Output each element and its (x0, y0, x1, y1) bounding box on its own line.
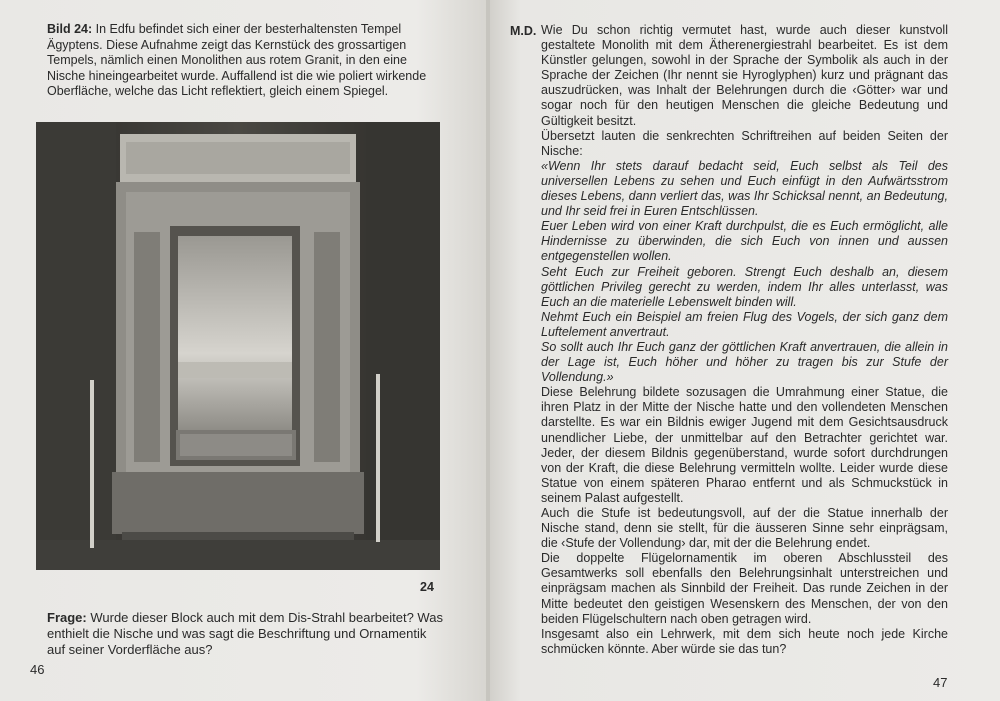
caption-text: In Edfu befindet sich einer der besterhaltensten Tempel Ägyptens. Diese Aufnahme zeigt das Kernstück des grossartigen Tempels, nämlich einen Monolithen aus rotem Granit, in den eine Nische hineingearbeitet wurde. Auffallend ist die wie poliert wirkende Oberfläche, welche das Licht reflektiert, gleich einem Spiegel. (47, 22, 427, 98)
temple-niche-photo (36, 122, 440, 570)
paragraph: Die doppelte Flügelornamentik im oberen Abschlussteil des Gesamtwerks soll ebenfalls den Belehrungsinhalt unterstreichen und einprägsam machen als Sinnbild der Freiheit. Das runde Zeichen in der Mitte bedeutet den geistigen Wesenskern des Menschen, der von den beiden Flügelschultern nach oben getragen wird. (541, 551, 948, 626)
paragraph-quote: So sollt auch Ihr Euch ganz der göttlichen Kraft anvertrauen, die allein in der Lage ist, Euch höher und höher zu tragen bis zur Stufe der Vollendung.» (541, 339, 948, 385)
speaker-label: M.D. (510, 24, 537, 38)
paragraph: Auch die Stufe ist bedeutungsvoll, auf der die Statue innerhalb der Nische stand, denn sie stellt, für die äusseren Sinne sehr einprägsam, die ‹Stufe der Vollendung› dar, mit der die Belehrung endet. (541, 506, 948, 551)
paragraph-quote: Nehmt Euch ein Beispiel am freien Flug des Vogels, der sich ganz dem Luftelement anvertraut. (541, 309, 948, 339)
answer-text (541, 23, 948, 657)
left-page (0, 0, 490, 701)
paragraph-quote: Seht Euch zur Freiheit geboren. Strengt Euch deshalb an, diesem göttlichen Privileg gerecht zu werden, indem Ihr alles unterlasst, was Euch an die materielle Lebenswelt binden will. (541, 264, 948, 309)
question-block (47, 610, 445, 658)
page-number-right: 47 (933, 675, 948, 690)
paragraph-quote: Euer Leben wird von einer Kraft durchpulst, die es Euch ermöglicht, alle Hindernisse zu überwinden, die sich Euch von innen und aussen entgegenstellen wollen. (541, 219, 948, 264)
paragraph: Übersetzt lauten die senkrechten Schriftreihen auf beiden Seiten der Nische: (541, 128, 948, 158)
paragraph-quote: «Wenn Ihr stets darauf bedacht seid, Euch selbst als Teil des universellen Lebens zu sehen und Euch einfügt in den Aufwärtsstrom dieses Lebens, dann verliert das, was Ihr Schicksal nennt, an Bedeutung, und Ihr seid frei in Euren Entschlüssen. (541, 158, 948, 219)
paragraph: Diese Belehrung bildete sozusagen die Umrahmung einer Statue, die ihren Platz in der Mitte der Nische hatte und den vollendeten Menschen darstellte. Es war ein Bildnis ewiger Jugend mit dem Gesichtsausdruck unendlicher Liebe, der unmittelbar auf den Betrachter gerichtet war. Jeder, der diesem Bildnis gegenüberstand, wurde sofort durchdrungen von der Kraft, die diese Belehrung vermitteln wollte. Leider wurde diese Statue von einem späteren Pharao entfernt und als Schmuckstück in seinem Palast aufgestellt. (541, 385, 948, 505)
question-text: Wurde dieser Block auch mit dem Dis-Strahl bearbeitet? Was enthielt die Nische und was sagt die Beschriftung und Ornamentik auf seiner Vorderfläche aus? (47, 610, 443, 657)
caption-label: Bild 24: (47, 22, 93, 36)
question-label: Frage: (47, 610, 87, 625)
figure-caption (47, 22, 445, 100)
paragraph: Insgesamt also ein Lehrwerk, mit dem sich heute noch jede Kirche schmücken könnte. Aber würde sie das tun? (541, 626, 948, 656)
monolith-niche-image (36, 122, 440, 570)
figure-number: 24 (420, 580, 434, 594)
page-number-left: 46 (30, 662, 45, 677)
paragraph: Wie Du schon richtig vermutet hast, wurde auch dieser kunstvoll gestaltete Monolith mit dem Ätherenergiestrahl bearbeitet. Es ist dem Künstler gelungen, sowohl in der Sprache der Symbolik als auch in der Sprache der Zeichen (Ihr nennt sie Hyroglyphen) kurz und prägnant das auszudrücken, was Inhalt der Belehrungen durch die ‹Götter› war und sogar noch für den heutigen Menschen die gleiche Bedeutung und Gültigkeit besitzt. (541, 23, 948, 128)
